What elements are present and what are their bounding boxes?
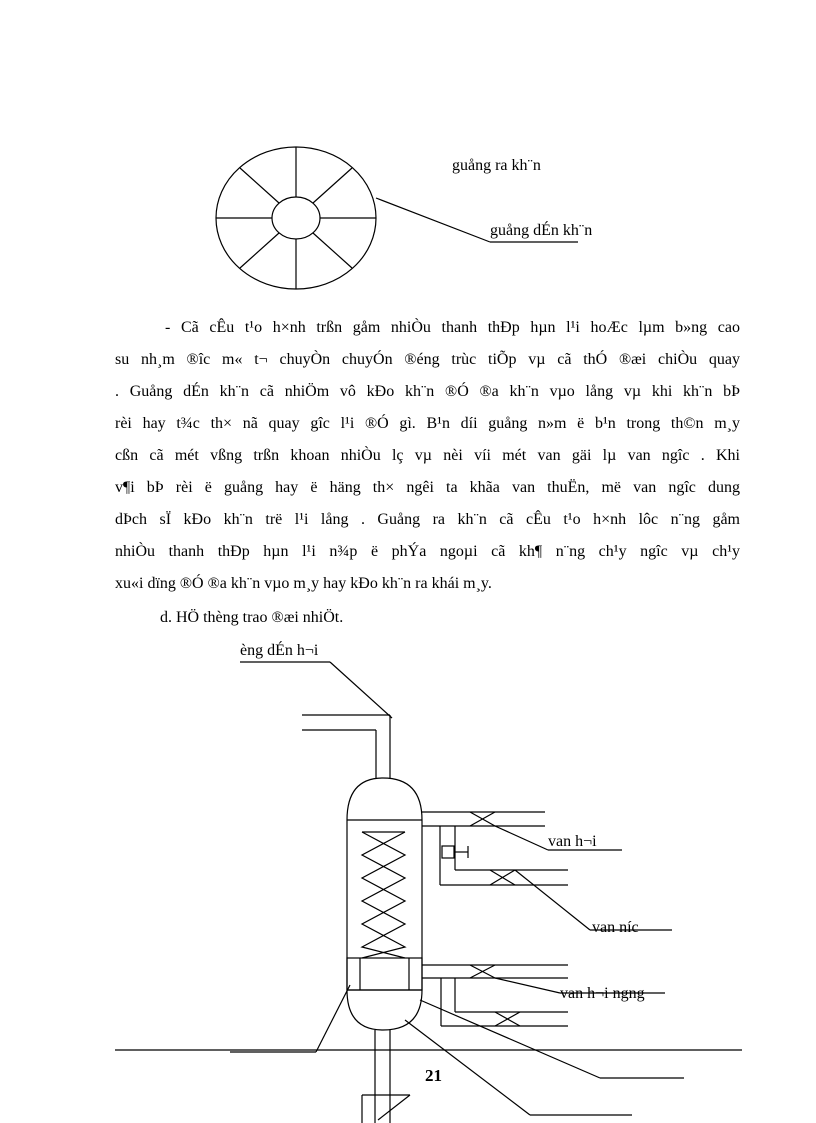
label-reel-inlet: guång dÉn kh¨n	[490, 222, 593, 239]
label-water-valve: van níc	[592, 919, 639, 936]
text-line: . Guång dÉn kh¨n cã nhiÖm vô kÐo kh¨n ®Ó ®a kh¨n vµo lång vµ khi kh¨n bÞ	[115, 383, 740, 400]
valve-icon	[442, 846, 454, 858]
label-steam-valve: van h¬i	[548, 833, 597, 850]
section-heading: d. HÖ thèng trao ®æi nhiÖt.	[160, 609, 344, 626]
page-number: 21	[425, 1066, 442, 1085]
label-steam-inlet: èng dÉn h¬i	[240, 642, 319, 659]
text-line: v¶i bÞ rèi ë guång hay ë häng th× ngêi ta khãa van thuËn, më van ngîc dung	[115, 479, 740, 496]
label-condensate-valve: van h¬i ngng	[560, 985, 645, 1002]
text-line: nhiÒu thanh thÐp hµn l¹i n¾p ë phÝa ngoµi cã kh¶ n¨ng ch¹y ngîc vµ ch¹y	[115, 543, 740, 560]
text-line: xu«i dïng ®Ó ®a kh¨n vµo m¸y hay kÐo kh¨n ra khái m¸y.	[115, 575, 492, 592]
label-reel-outlet: guång ra kh¨n	[452, 157, 541, 174]
text-line: su nh¸m ®îc m« t¬ chuyÒn chuyÓn ®éng trùc tiÕp vµ cã thÓ ®æi chiÒu quay	[115, 351, 740, 368]
text-line: rèi hay t¾c th× nã quay gîc l¹i ®Ó gì. B¹n díi guång n»m ë b¹n trong th©n m¸y	[115, 415, 740, 432]
text-line: - Cã cÊu t¹o h×nh trßn gåm nhiÒu thanh thÐp hµn l¹i hoÆc lµm b»ng cao	[165, 319, 740, 336]
text-line: cßn cã mét vßng trßn khoan nhiÒu lç vµ nèi víi mét van gäi lµ van ngîc . Khi	[115, 447, 740, 464]
vessel-shell	[347, 778, 422, 1030]
text-line: dÞch sÏ kÐo kh¨n trë l¹i lång . Guång ra kh¨n cã cÊu t¹o h×nh lôc n¨ng gåm	[115, 511, 740, 528]
